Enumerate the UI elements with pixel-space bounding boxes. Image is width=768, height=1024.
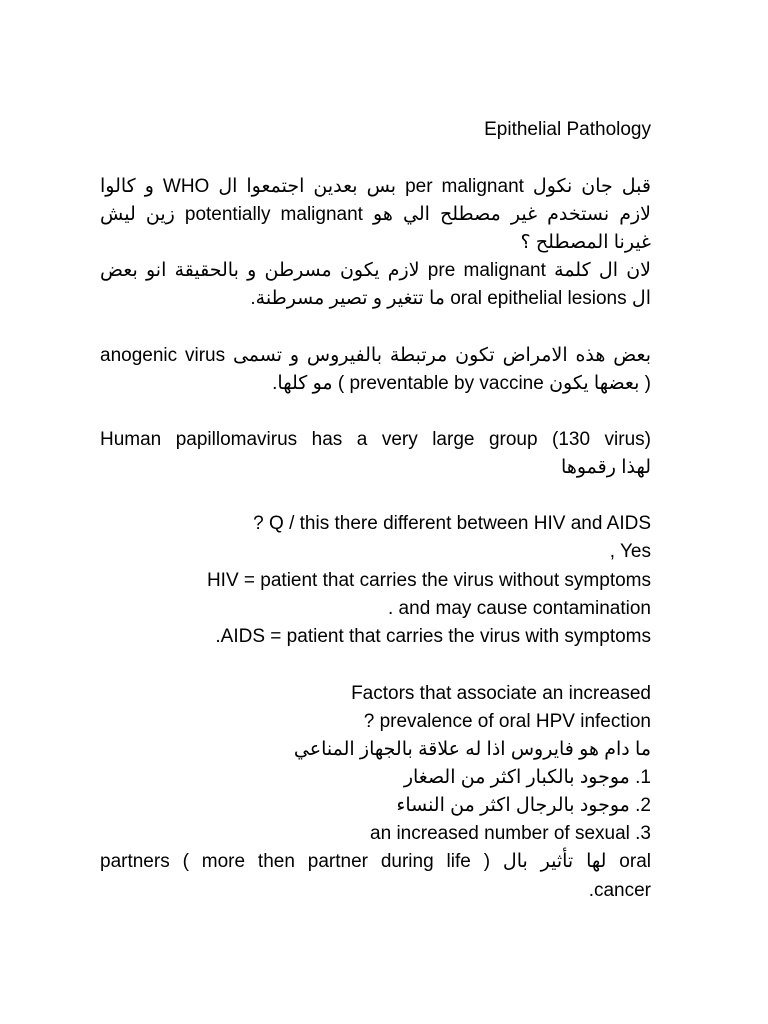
paragraph-4-line-4: . and may cause contamination: [388, 598, 651, 619]
paragraph-4-line-2: , Yes: [609, 541, 651, 562]
paragraph-5-line-3: ما دام هو فايروس اذا له علاقة بالجهاز المناعي: [293, 739, 651, 760]
paragraph-5-line-5: 2. موجود بالرجال اكثر من النساء: [396, 795, 651, 816]
paragraph-1-line-5: ال oral epithelial lesions ما تتغير و تصير مسرطنة.: [250, 288, 651, 309]
paragraph-4-line-5: .AIDS = patient that carries the virus with symptoms: [215, 626, 651, 647]
paragraph-2-line-1: بعض هذه الامراض تكون مرتبطة بالفيروس و تسمى anogenic virus: [100, 345, 651, 366]
paragraph-3-line-1: Human papillomavirus has a very large group (130 virus): [100, 429, 651, 450]
paragraph-1-line-2: لازم نستخدم غير مصطلح الي هو potentially malignant زين ليش: [100, 204, 652, 225]
paragraph-2-line-2: ( بعضها يكون preventable by vaccine ) مو كلها.: [272, 373, 651, 394]
paragraph-1-line-4: لان ال كلمة pre malignant لازم يكون مسرطن و بالحقيقة انو بعض: [100, 260, 651, 281]
paragraph-5-line-2: ? prevalence of oral HPV infection: [363, 711, 651, 732]
paragraph-5-line-4: 1. موجود بالكبار اكثر من الصغار: [403, 767, 651, 788]
paragraph-5-line-6: an increased number of sexual .3: [370, 823, 651, 844]
paragraph-5-line-8: .cancer: [588, 880, 651, 901]
paragraph-1-line-1: قبل جان نكول per malignant بس بعدين اجتمعوا ال WHO و كالوا: [100, 176, 651, 197]
paragraph-4-line-3: HIV = patient that carries the virus without symptoms: [206, 570, 651, 591]
paragraph-4-line-1: ? Q / this there different between HIV and AIDS: [253, 513, 651, 534]
paragraph-1-line-3: غيرنا المصطلح ؟: [520, 232, 651, 253]
page-title: Epithelial Pathology: [484, 119, 651, 140]
paragraph-5-line-1: Factors that associate an increased: [351, 683, 651, 704]
paragraph-3-line-2: لهذا رقموها: [561, 457, 651, 478]
paragraph-5-line-7: partners ( more then partner during life ) لها تأثير بال oral: [100, 851, 651, 872]
